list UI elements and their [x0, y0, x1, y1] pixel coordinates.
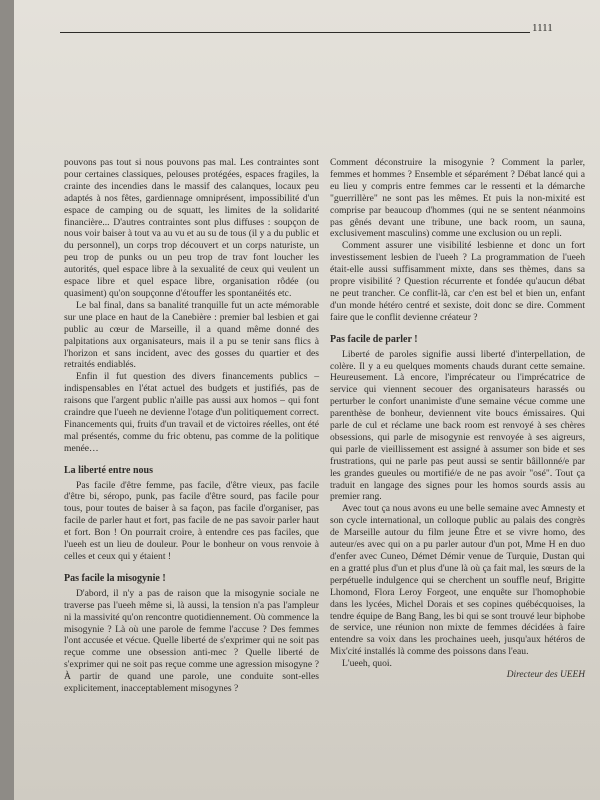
- page-number: 1111: [532, 22, 553, 34]
- paragraph: Avec tout ça nous avons eu une belle semaine avec Amnesty et son cycle international, un colloque public au palais des congrès de Marseille autour du film jeune Être et se vivre homo, des auteur/es avec qui on a pu parler autour d'un pot, Mme H en duo d'enfer avec Cuneo, Démet Démir venue de Turquie, Dustan qui en a gratté plus d'un et plus d'une là où ça fait mal, les sœurs de la perpétuelle indulgence qui se cherchent un souffle neuf, Brigitte Lhomond, Flora Leroy Forgeot, une enquête sur l'homophobie dans les lycées, Michel Dorais et ses copines québécquoises, la tendre équipe de Bang Bang, les bi qui se sont trouvé leur biphobe de service, une réunion non mixte de femmes décidées à faire entendre sa voix dans les prochaines ueeh, jusqu'aux hétéros de Mix'cité installés là comme des poissons dans l'eau.: [330, 503, 585, 658]
- left-column: [64, 157, 319, 695]
- paragraph: D'abord, il n'y a pas de raison que la misogynie sociale ne traverse pas l'ueeh même si, là aussi, la tension n'a pas l'ampleur ni la massivité qu'on rencontre quotidiennement. Où commence la misogynie ? Là où une parole de femme l'accuse ? Des femmes l'ont accusée et vécue. Quelle liberté de s'exprimer qui ne soit pas reçue comme une obsession anti-mec ? Quelle liberté de s'exprimer qui ne soit pas reçue comme une agression misogyne ? À partir de quand une parole, une conduite sont-elles explicitement, inacceptablement misogynes ?: [64, 587, 319, 695]
- paragraph: Le bal final, dans sa banalité tranquille fut un acte mémorable sur une place en haut de la Canebière : premier bal lesbien et gai public au cœur de Marseille, il a quand même donné des palpitations aux organisateurs, mais il a pu se tenir sans flics à l'horizon et sans incident, avec des gosses du quartier et des retraités endiablés.: [64, 299, 319, 371]
- right-column: [330, 157, 585, 682]
- paragraph: pouvons pas tout si nous pouvons pas mal. Les contraintes sont pour certaines classiques, pelouses protégées, espaces fragiles, la crainte des incendies dans le massif des calanques, locaux peu adaptés à nos fêtes, gardiennage omniprésent, impossibilité d'un espace de camping ou de squatt, les limites de la solidarité financière... D'autres contraintes sont plus diffuses : soupçon de nous voir baiser à tout va au vu et au su de tous (il y a du public et du personnel), un corps trop découvert et un corps naturiste, un peu trop de punks ou un peu trop de trav font loucher les autorités, quel espace libre à la sexualité de ceux qui veulent un espace libre et quel espace libre, organisation rôdée (ou quasiment) qu'on soupçonne d'étouffer les spontanéités etc.: [64, 157, 319, 299]
- section-heading: Pas facile de parler !: [330, 333, 418, 345]
- paragraph: Liberté de paroles signifie aussi liberté d'interpellation, de colère. Il y a eu quelques moments chauds durant cette semaine. Heureusement. Là encore, l'imprécateur ou l'imprécatrice de service qui viennent secouer des organisateurs harassés ou perturber le confort unanimiste d'une semaine vécue comme une parenthèse de bonheur, deviennent vite boucs émissaires. Qui parle de cul et réclame une back room est renvoyé à ses chères obsessions, qui parle de misogynie est renvoyée à ses aigreurs, qui parle de vieillissement est assigné à assumer son bide et ses frustrations, qui ne parle pas peut aussi se sentir bâillonné/e par les grandes gueules ou mortifié/e de ne pas avoir "osé". Tout ça traduit en langage des signes pour les homos sourds assis au premier rang.: [330, 348, 585, 503]
- paragraph: Pas facile d'être femme, pas facile, d'être vieux, pas facile d'être bi, séropo, punk, pas facile d'être sourd, pas facile pour tous, pour toutes de baiser à sa façon, pas facile d'organiser, pas facile de parler haut et fort, pas facile de ne pas savoir parler haut et fort. Bon ! On pourrait croire, à entendre ces pas faciles, que l'ueeh est un lieu de douleur. Pour le bonheur on vous renvoie à celles et ceux qui y étaient !: [64, 479, 319, 562]
- section-heading: Pas facile la misogynie !: [64, 572, 166, 584]
- paragraph: Enfin il fut question des divers financements publics – indispensables en l'état actuel des budgets et justifiés, pas de raisons que l'argent public n'aille pas aussi aux homos – qui font craindre que l'ueeh ne devienne l'otage d'un politiquement correct. Financements qui, fruits d'un travail et de victoires réelles, ont été mal présentés, comme du fric obtenu, pas comme de la politique menée…: [64, 371, 319, 454]
- paragraph: L'ueeh, quoi.: [342, 658, 392, 670]
- section-heading: La liberté entre nous: [64, 464, 153, 476]
- header-rule: [60, 32, 530, 33]
- signature: Directeur des UEEH: [506, 670, 585, 681]
- paragraph: Comment assurer une visibilité lesbienne et donc un fort investissement lesbien de l'ueeh ? La programmation de l'ueeh était-elle aussi suffisamment mixte, dans ses thèmes, dans sa propre visibilité ? Question récurrente et fondée qu'aucun débat ne peut trancher. Ce conflit-là, car c'en est bel et bien un, enfant d'un monde hétéro centré et sexiste, doit donc se dire. Comment faire que le conflit devienne créateur ?: [330, 240, 585, 323]
- document-page: [14, 0, 600, 800]
- paragraph: Comment déconstruire la misogynie ? Comment la parler, femmes et hommes ? Ensemble et séparément ? Débat lancé qui a eu lieu y compris entre femmes car le ressenti et la démarche "guerrillère" ne sont pas les mêmes. Et puis la non-mixité est comprise par beaucoup d'hommes (qui ne se sentent néanmoins pas gênés devant une tribune, une back room, un sauna, exclusivement masculins) comme une exclusion ou un repli.: [330, 157, 585, 240]
